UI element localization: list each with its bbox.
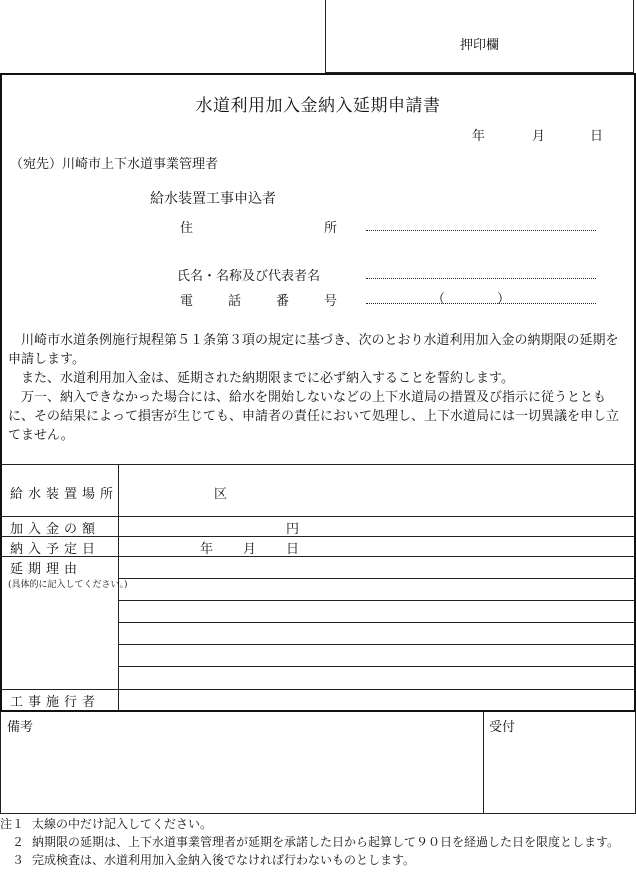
note-3: ３ 完成検査は、水道利用加入金納入後でなければ行わないものとします。 bbox=[12, 853, 416, 867]
phone-label-1: 電 bbox=[180, 294, 194, 309]
application-form bbox=[0, 73, 636, 712]
contractor-field[interactable] bbox=[119, 690, 633, 709]
reason-field[interactable] bbox=[119, 557, 633, 689]
remarks-label: 備考 bbox=[7, 720, 34, 735]
form-title: 水道利用加入金納入延期申請書 bbox=[195, 96, 441, 116]
phone-label-3: 番 bbox=[276, 294, 290, 309]
notes bbox=[0, 816, 636, 868]
contractor-label: 工事施行者 bbox=[10, 695, 101, 710]
reason-note: (具体的に記入してください。) bbox=[8, 580, 128, 590]
phone-parens: （ ） bbox=[432, 292, 511, 307]
location-field[interactable] bbox=[119, 465, 633, 515]
amount-field[interactable] bbox=[119, 517, 633, 535]
details-table bbox=[2, 464, 634, 710]
due-year: 年 bbox=[200, 542, 214, 557]
location-label: 給水装置場所 bbox=[10, 487, 119, 502]
amount-unit: 円 bbox=[286, 522, 300, 537]
due-date-label: 納入予定日 bbox=[10, 542, 101, 557]
date-day: 日 bbox=[590, 129, 604, 144]
seal-box bbox=[325, 0, 634, 73]
name-label: 氏名・名称及び代表者名 bbox=[177, 269, 321, 284]
phone-label-2: 話 bbox=[228, 294, 242, 309]
declaration-paragraph-3: 万一、納入できなかった場合には、給水を開始しないなどの上下水道局の措置及び指示に従うとともに、その結果によって損害が生じても、申請者の責任において処理し、上下水道局には一切異議を申し立てません。 bbox=[8, 390, 620, 443]
due-month: 月 bbox=[243, 542, 257, 557]
declaration-paragraph-1: 川崎市水道条例施行規程第５１条第３項の規定に基づき、次のとおり水道利用加入金の納期限の延期を申請します。 bbox=[8, 333, 619, 367]
receipt-label: 受付 bbox=[489, 720, 516, 735]
date-year: 年 bbox=[472, 129, 486, 144]
addressee: （宛先）川崎市上下水道事業管理者 bbox=[10, 157, 219, 172]
address-label-2: 所 bbox=[324, 221, 338, 236]
address-label-1: 住 bbox=[180, 221, 194, 236]
seal-box-label: 押印欄 bbox=[459, 38, 499, 53]
note-1: 注１ 太線の中だけ記入してください。 bbox=[0, 817, 213, 831]
address-field[interactable] bbox=[366, 230, 596, 231]
location-ward: 区 bbox=[214, 487, 228, 502]
name-field[interactable] bbox=[366, 278, 596, 279]
due-day: 日 bbox=[286, 542, 300, 557]
phone-field[interactable] bbox=[366, 303, 596, 304]
phone-label-4: 号 bbox=[324, 294, 338, 309]
reason-label: 延期理由 bbox=[10, 562, 83, 577]
applicant-heading: 給水装置工事申込者 bbox=[150, 191, 276, 207]
note-2: ２ 納期限の延期は、上下水道事業管理者が延期を承諾した日から起算して９０日を経過した日を限度とします。 bbox=[12, 835, 620, 849]
date-month: 月 bbox=[532, 129, 546, 144]
amount-label: 加入金の額 bbox=[10, 522, 101, 537]
remarks-box bbox=[0, 712, 636, 814]
declaration-paragraph-2: また、水道利用加入金は、延期された納期限までに必ず納入することを誓約します。 bbox=[8, 371, 514, 386]
due-date-field[interactable] bbox=[119, 537, 633, 555]
date-line bbox=[2, 125, 636, 143]
